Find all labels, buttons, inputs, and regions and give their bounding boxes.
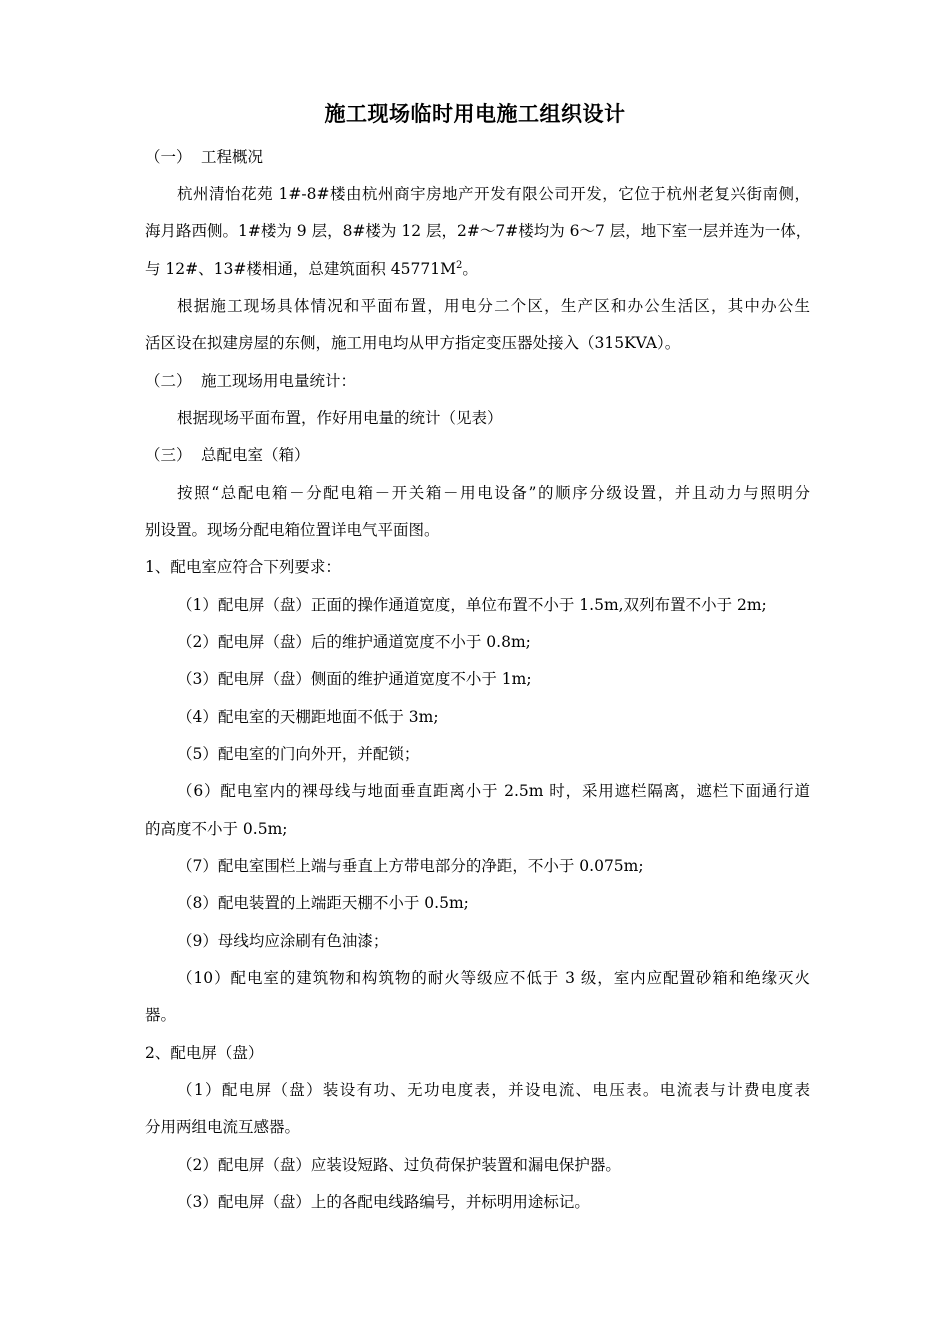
paragraph-line: 根据现场平面布置，作好用电量的统计（见表） [177,409,503,427]
paragraph-line: 海月路西侧。1#楼为 9 层，8#楼为 12 层，2#～7#楼均为 6～7 层，地下室一层并连为一体， [145,222,812,240]
area-text: 与 12#、13#楼相通，总建筑面积 45771M [145,260,456,278]
list-item: （6）配电室内的裸母线与地面垂直距离小于 2.5m 时，采用遮栏隔离，遮栏下面通行道 [177,782,810,800]
list-item: （10）配电室的建筑物和构筑物的耐火等级应不低于 3 级，室内应配置砂箱和绝缘灭火 [177,969,810,987]
superscript: 2 [455,259,463,271]
subheading: 1、配电室应符合下列要求： [145,558,341,576]
section-heading-2 [145,371,810,391]
subheading: 2、配电屏（盘） [145,1044,264,1062]
list-item: （8）配电装置的上端距天棚不小于 0.5m; [177,894,469,912]
list-item: （1）配电屏（盘）装设有功、无功电度表，并设电流、电压表。电流表与计费电度表 [177,1081,810,1099]
list-item: （5）配电室的门向外开，并配锁； [177,745,420,763]
paragraph-line: 别设置。现场分配电箱位置详电气平面图。 [145,521,440,539]
section-heading-3 [145,445,810,465]
section-title: 工程概况 [201,148,264,166]
paragraph-line [145,259,810,279]
paragraph-line: 活区设在拟建房屋的东侧，施工用电均从甲方指定变压器处接入（315KVA）。 [145,334,681,352]
list-item: （2）配电屏（盘）应装设短路、过负荷保护装置和漏电保护器。 [177,1156,621,1174]
list-item: （4）配电室的天棚距地面不低于 3m; [177,708,439,726]
section-number: （三） [145,446,192,464]
list-item-continuation: 分用两组电流互感器。 [145,1118,301,1136]
list-item: （1）配电屏（盘）正面的操作通道宽度，单位布置不小于 1.5m,双列布置不小于 2m; [177,596,767,614]
section-heading-1 [145,147,810,167]
paragraph-line: 按照“总配电箱－分配电箱－开关箱－用电设备”的顺序分级设置，并且动力与照明分 [177,484,810,502]
list-item: （9）母线均应涂刷有色油漆； [177,932,389,950]
list-item-continuation: 的高度不小于 0.5m; [145,820,288,838]
paragraph-line: 杭州清怡花苑 1#-8#楼由杭州商宇房地产开发有限公司开发，它位于杭州老复兴街南侧， [177,185,810,203]
paragraph-line: 根据施工现场具体情况和平面布置，用电分二个区，生产区和办公生活区，其中办公生 [177,297,810,315]
section-number: （一） [145,148,192,166]
list-item-continuation: 器。 [145,1006,177,1024]
section-number: （二） [145,372,192,390]
list-item: （7）配电室围栏上端与垂直上方带电部分的净距，不小于 0.075m; [177,857,644,875]
section-title: 施工现场用电量统计： [201,372,357,390]
period: 。 [462,260,478,278]
document-title: 施工现场临时用电施工组织设计 [324,102,626,126]
list-item: （2）配电屏（盘）后的维护通道宽度不小于 0.8m; [177,633,531,651]
section-title: 总配电室（箱） [201,446,310,464]
list-item: （3）配电屏（盘）侧面的维护通道宽度不小于 1m; [177,670,532,688]
list-item: （3）配电屏（盘）上的各配电线路编号，并标明用途标记。 [177,1193,590,1211]
